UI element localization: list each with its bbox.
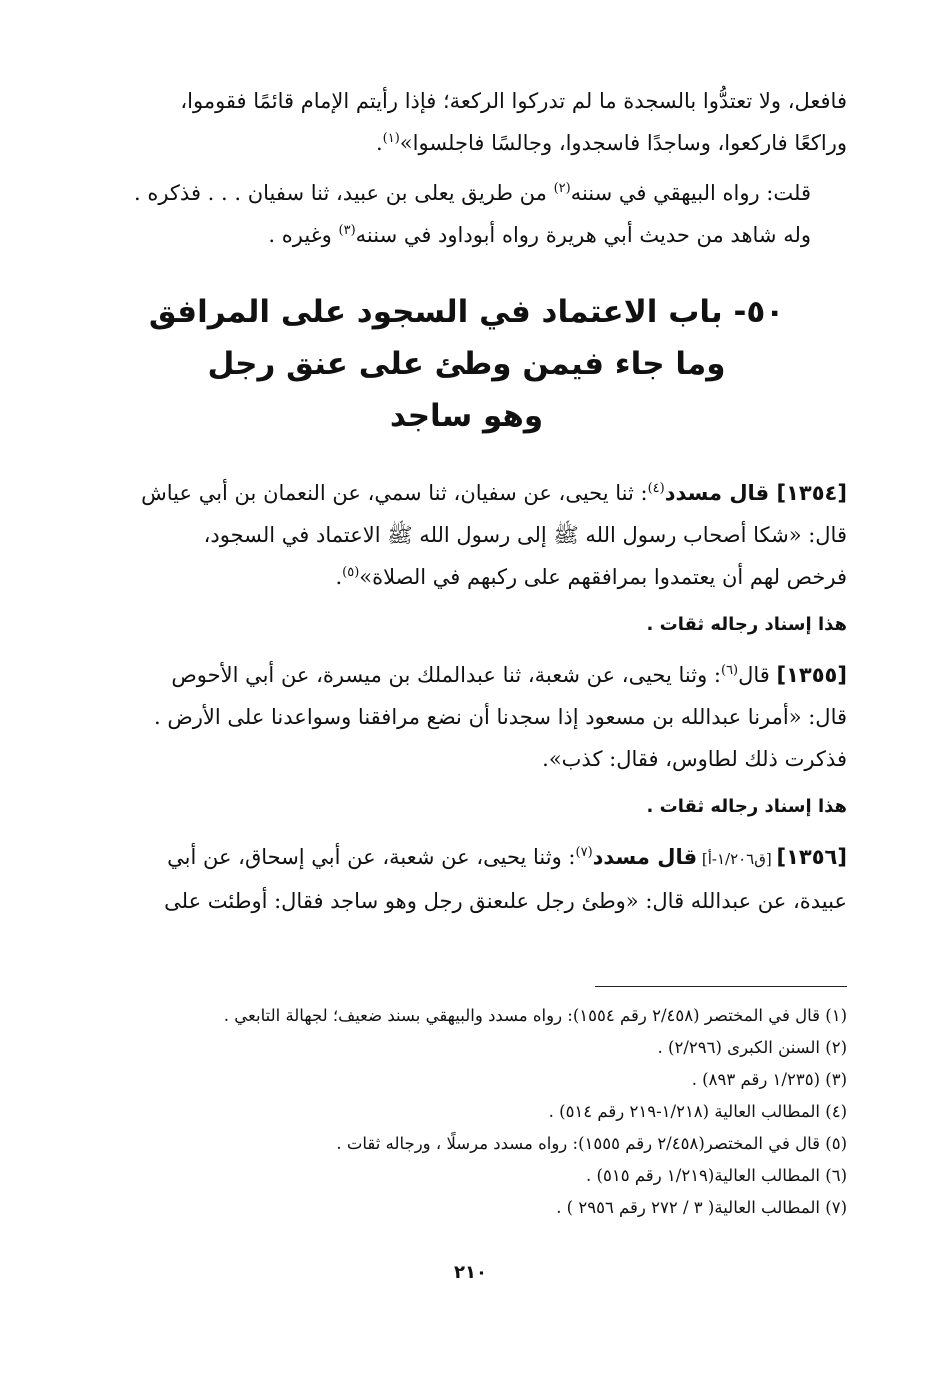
text-line bbox=[86, 654, 847, 696]
continuation-paragraph bbox=[86, 80, 847, 164]
footnotes-list bbox=[96, 1000, 847, 1224]
footnote-ref[interactable]: (٣) bbox=[338, 223, 356, 238]
hadith-1354 bbox=[86, 472, 847, 598]
text-span: : ثنا يحيى، عن سفيان، ثنا سمي، عن النعمان بن أبي عياش bbox=[141, 481, 648, 505]
footnote-item: (٤) المطالب العالية (١/٢١٨-٢١٩ رقم ٥١٤) . bbox=[548, 1102, 847, 1121]
manuscript-ref: [ق١/٢٠٦-أ] bbox=[697, 850, 777, 868]
hadith-number: [١٣٥٦] bbox=[776, 845, 847, 869]
hadith-number: [١٣٥٥] bbox=[776, 663, 847, 687]
text-line: فذكرت ذلك لطاوس، فقال: كذب». bbox=[542, 747, 847, 771]
text-line bbox=[86, 122, 847, 164]
footnote-item: (٢) السنن الكبرى (٢/٢٩٦) . bbox=[657, 1038, 847, 1057]
footnote-separator bbox=[595, 986, 847, 987]
footnote-item: (٧) المطالب العالية( ٣ / ٢٧٢ رقم ٢٩٥٦ ) . bbox=[556, 1198, 847, 1217]
page-body bbox=[86, 80, 847, 930]
text-line: قال: «أمرنا عبدالله بن مسعود إذا سجدنا أن نضع مرافقنا وسواعدنا على الأرض . bbox=[154, 705, 847, 729]
text-span: . bbox=[335, 565, 343, 589]
text-line: عبيدة، عن عبدالله قال: «وطئ رجل علىعنق رجل وهو ساجد فقال: أوطئت على bbox=[164, 889, 847, 913]
narrator-intro: قال مسدد bbox=[664, 481, 777, 505]
isnad-grade: هذا إسناد رجاله ثقات . bbox=[646, 614, 847, 635]
narrator-intro: قال مسدد bbox=[592, 845, 698, 869]
text-line bbox=[86, 836, 847, 880]
footnote-item: (٥) قال في المختصر(٢/٤٥٨ رقم ١٥٥٥): رواه مسدد مرسلًا ، ورجاله ثقات . bbox=[336, 1134, 847, 1153]
footnote-ref[interactable]: (٤) bbox=[647, 481, 665, 496]
hadith-1356 bbox=[86, 836, 847, 922]
commentary-line bbox=[86, 214, 847, 256]
text-span: وراكعًا فاركعوا، وساجدًا فاسجدوا، وجالسًا فاجلسوا» bbox=[399, 131, 847, 155]
text-line: فافعل، ولا تعتدُّوا بالسجدة ما لم تدركوا الركعة؛ فإذا رأيتم الإمام قائمًا فقوموا، bbox=[180, 89, 847, 113]
footnote-ref[interactable]: (٢) bbox=[553, 181, 571, 196]
text-line bbox=[86, 472, 847, 514]
text-span: وغيره . bbox=[268, 223, 339, 247]
footnote-item: (٣) (١/٢٣٥ رقم ٨٩٣) . bbox=[691, 1070, 847, 1089]
isnad-grade: هذا إسناد رجاله ثقات . bbox=[646, 796, 847, 817]
text-span: وله شاهد من حديث أبي هريرة رواه أبوداود في سننه bbox=[355, 223, 811, 247]
commentary-line bbox=[86, 172, 847, 214]
chapter-title-line: وهو ساجد bbox=[389, 398, 544, 434]
hadith-1355 bbox=[86, 654, 847, 780]
footnote-item: (٦) المطالب العالية(١/٢١٩ رقم ٥١٥) . bbox=[586, 1166, 847, 1185]
text-span: قلت: رواه البيهقي في سننه bbox=[570, 181, 811, 205]
footnote-item: (١) قال في المختصر (٢/٤٥٨ رقم ١٥٥٤): رواه مسدد والبيهقي بسند ضعيف؛ لجهالة التابعي . bbox=[223, 1006, 847, 1025]
narrator-intro: قال bbox=[738, 663, 777, 687]
text-span: : وثنا يحيى، عن شعبة، عن أبي إسحاق، عن أبي bbox=[167, 845, 576, 869]
text-span: : وثنا يحيى، عن شعبة، ثنا عبدالملك بن ميسرة، عن أبي الأحوص bbox=[171, 663, 721, 687]
chapter-title-line: ٥٠- باب الاعتماد في السجود على المرافق bbox=[148, 294, 785, 330]
text-line bbox=[86, 556, 847, 598]
footnote-ref[interactable]: (٧) bbox=[575, 845, 593, 860]
hadith-number: [١٣٥٤] bbox=[776, 481, 847, 505]
chapter-heading bbox=[86, 286, 847, 442]
footnote-ref[interactable]: (٥) bbox=[342, 565, 360, 580]
footnote-ref[interactable]: (٦) bbox=[720, 663, 739, 678]
footnote-ref[interactable]: (١) bbox=[382, 131, 400, 146]
text-span: من طريق يعلى بن عبيد، ثنا سفيان . . . فذكره . bbox=[133, 181, 554, 205]
text-line: قال: «شكا أصحاب رسول الله ﷺ إلى رسول الله ﷺ الاعتماد في السجود، bbox=[203, 523, 847, 547]
page-number: ٢١٠ bbox=[454, 1262, 487, 1283]
chapter-title-line: وما جاء فيمن وطئ على عنق رجل bbox=[207, 346, 726, 382]
text-span: فرخص لهم أن يعتمدوا بمرافقهم على ركبهم في الصلاة» bbox=[359, 565, 847, 589]
text-span: . bbox=[375, 131, 383, 155]
